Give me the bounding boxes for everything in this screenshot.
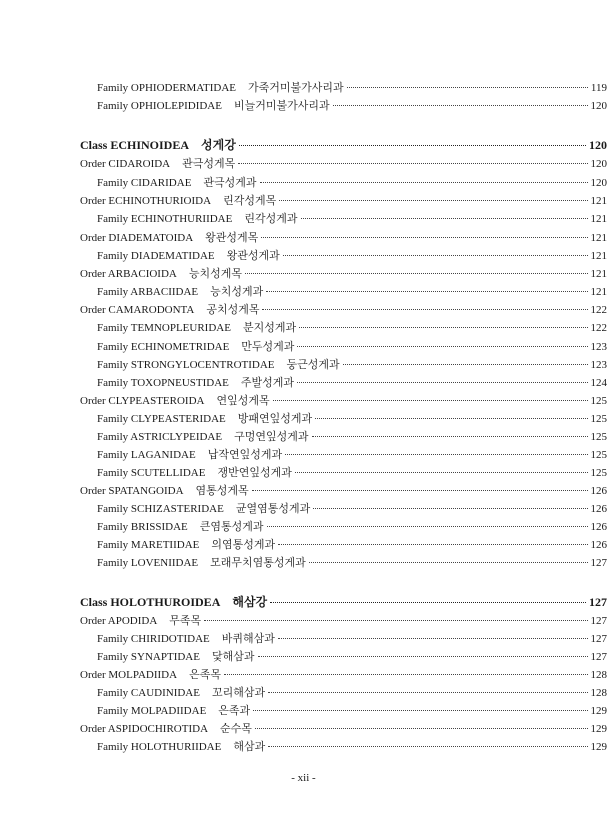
taxon-name: Order APODIDA (80, 615, 158, 627)
page-ref: 125 (590, 413, 607, 425)
dot-leader (239, 145, 586, 146)
toc-entry-title (97, 97, 330, 113)
page-ref: 125 (590, 449, 607, 461)
page-ref: 121 (590, 250, 607, 262)
taxon-name: Order ARBACIOIDA (80, 268, 177, 280)
dot-leader (278, 544, 587, 545)
page-ref: 121 (590, 195, 607, 207)
dot-leader (266, 291, 587, 292)
toc-entry-title (97, 738, 265, 754)
page-ref: 126 (590, 503, 607, 515)
korean-name: 은족목 (189, 669, 221, 681)
dot-leader (285, 454, 587, 455)
toc-entry-family[interactable] (0, 464, 607, 480)
dot-leader (279, 200, 587, 201)
toc-entry-family[interactable] (0, 518, 607, 534)
taxon-name: Family SCUTELLIDAE (97, 467, 206, 479)
page-ref: 122 (590, 322, 607, 334)
toc-entry-class[interactable] (0, 136, 607, 152)
korean-name: 방패연잎성게과 (237, 413, 313, 425)
korean-name: 분지성게과 (242, 322, 297, 334)
taxon-name: Class HOLOTHUROIDEA (80, 595, 221, 609)
toc-entry-family[interactable] (0, 702, 607, 718)
taxon-name: Family BRISSIDAE (97, 521, 188, 533)
korean-name: 해삼과 (233, 741, 266, 753)
toc-entry-title (97, 702, 250, 718)
toc-entry-title (97, 446, 282, 462)
page-ref: 127 (590, 615, 607, 627)
page-ref: 122 (590, 304, 607, 316)
toc-entry-order[interactable] (0, 155, 607, 171)
korean-name: 큰염통성게과 (199, 521, 264, 533)
dot-leader (313, 508, 587, 509)
toc-entry-title (80, 666, 221, 682)
korean-name: 순수목 (220, 723, 252, 735)
toc-entry-family[interactable] (0, 210, 607, 226)
page-ref: 128 (590, 687, 607, 699)
page-ref: 126 (590, 485, 607, 497)
toc-entry-title (97, 428, 309, 444)
toc-entry-family[interactable] (0, 500, 607, 516)
korean-name: 린각성게과 (244, 213, 298, 225)
toc-entry-title (97, 79, 344, 95)
page-ref: 127 (590, 557, 607, 569)
korean-name: 린각성게목 (223, 195, 277, 207)
taxon-name: Order ECHINOTHURIOIDA (80, 195, 212, 207)
toc-entry-family[interactable] (0, 174, 607, 190)
dot-leader (343, 364, 588, 365)
toc-entry-title (80, 155, 235, 171)
korean-name: 관극성게과 (203, 177, 257, 189)
toc-entry-family[interactable] (0, 630, 607, 646)
korean-name: 의염통성게과 (211, 539, 276, 551)
toc-entry-title (97, 518, 264, 534)
taxon-name: Family CAUDINIDAE (97, 687, 200, 699)
page-ref: 123 (590, 341, 607, 353)
toc-entry-family[interactable] (0, 338, 607, 354)
toc-entry-title (80, 192, 276, 208)
page-ref: 121 (590, 213, 607, 225)
page-number: - xii - (291, 772, 316, 784)
toc-entry-family[interactable] (0, 356, 607, 372)
page-ref: 123 (590, 359, 607, 371)
korean-name: 비늘거미불가사리과 (233, 100, 330, 112)
toc-entry-family[interactable] (0, 79, 607, 95)
toc-entry-title (80, 720, 252, 736)
toc-entry-family[interactable] (0, 738, 607, 754)
taxon-name: Family CLYPEASTERIDAE (97, 413, 226, 425)
dot-leader (333, 105, 588, 106)
dot-leader (301, 218, 588, 219)
toc-entry-title (97, 536, 275, 552)
toc-entry-title (80, 593, 267, 610)
toc-entry-title (97, 174, 257, 190)
page-ref: 120 (590, 158, 607, 170)
toc-entry-family[interactable] (0, 97, 607, 113)
toc-entry-order[interactable] (0, 229, 607, 245)
page-ref: 124 (590, 377, 607, 389)
taxon-name: Family ECHINOTHURIIDAE (97, 213, 233, 225)
taxon-name: Class ECHINOIDEA (80, 138, 190, 152)
toc-entry-title (97, 319, 296, 335)
korean-name: 가죽거미불가사리과 (248, 82, 344, 94)
dot-leader (261, 237, 587, 238)
taxon-name: Family ECHINOMETRIDAE (97, 341, 230, 353)
dot-leader (309, 562, 588, 563)
page-ref: 129 (590, 741, 607, 753)
taxon-name: Family DIADEMATIDAE (97, 250, 215, 262)
toc-entry-title (97, 684, 265, 700)
toc-entry-title (80, 392, 270, 408)
taxon-name: Family LOVENIIDAE (97, 557, 199, 569)
toc-entry-order[interactable] (0, 482, 607, 498)
page-ref: 129 (590, 705, 607, 717)
page-ref: 129 (590, 723, 607, 735)
dot-leader (224, 674, 588, 675)
toc-entry-family[interactable] (0, 247, 607, 263)
taxon-name: Family TEMNOPLEURIDAE (97, 322, 231, 334)
toc-entry-family[interactable] (0, 428, 607, 444)
taxon-name: Family TOXOPNEUSTIDAE (97, 377, 229, 389)
toc-entry-order[interactable] (0, 666, 607, 682)
toc-entry-title (97, 630, 275, 646)
toc-entry-order[interactable] (0, 720, 607, 736)
dot-leader (268, 692, 587, 693)
dot-leader (312, 436, 588, 437)
dot-leader (297, 346, 587, 347)
taxon-name: Family ARBACIIDAE (97, 286, 199, 298)
toc-entry-title (80, 229, 258, 245)
taxon-name: Order CLYPEASTEROIDA (80, 395, 205, 407)
korean-name: 해삼강 (232, 595, 268, 609)
korean-name: 관극성게목 (182, 158, 236, 170)
taxon-name: Order DIADEMATOIDA (80, 232, 194, 244)
toc-entry-title (80, 265, 242, 281)
toc-entry-order[interactable] (0, 265, 607, 281)
toc-entry-title (97, 374, 294, 390)
dot-leader (295, 472, 588, 473)
korean-name: 능치성게과 (210, 286, 264, 298)
dot-leader (267, 526, 588, 527)
dot-leader (204, 620, 587, 621)
taxon-name: Family CHIRIDOTIDAE (97, 633, 210, 645)
taxon-name: Order MOLPADIIDA (80, 669, 178, 681)
dot-leader (268, 746, 587, 747)
toc-entry-title (97, 554, 306, 570)
dot-leader (315, 418, 587, 419)
page-ref: 121 (590, 286, 607, 298)
dot-leader (278, 638, 588, 639)
korean-name: 염통성게목 (195, 485, 249, 497)
dot-leader (260, 182, 588, 183)
korean-name: 닻해삼과 (211, 651, 255, 663)
taxon-name: Family HOLOTHURIIDAE (97, 741, 222, 753)
toc-entry-title (97, 283, 263, 299)
dot-leader (255, 728, 588, 729)
korean-name: 은족과 (218, 705, 251, 717)
toc-entry-family[interactable] (0, 374, 607, 390)
korean-name: 연잎성게목 (216, 395, 270, 407)
taxon-name: Family OPHIOLEPIDIDAE (97, 100, 222, 112)
korean-name: 주발성게과 (240, 377, 295, 389)
page-ref: 125 (590, 431, 607, 443)
taxon-name: Family CIDARIDAE (97, 177, 192, 189)
dot-leader (273, 400, 588, 401)
page-ref: 126 (590, 521, 607, 533)
taxon-name: Family ASTRICLYPEIDAE (97, 431, 223, 443)
korean-name: 성게강 (201, 138, 236, 152)
toc-entry-class[interactable] (0, 593, 607, 609)
toc-entry-order[interactable] (0, 392, 607, 408)
page-ref: 126 (590, 539, 607, 551)
page-ref: 120 (590, 100, 607, 112)
korean-name: 바퀴해삼과 (221, 633, 275, 645)
toc-entry-title (80, 612, 201, 628)
dot-leader (252, 490, 588, 491)
dot-leader (262, 309, 587, 310)
toc-entry-family[interactable] (0, 536, 607, 552)
page-ref: 120 (590, 177, 607, 189)
taxon-name: Family MOLPADIIDAE (97, 705, 207, 717)
page-ref: 127 (590, 633, 607, 645)
dot-leader (299, 327, 587, 328)
dot-leader (245, 273, 588, 274)
korean-name: 쟁반연잎성게과 (217, 467, 292, 479)
korean-name: 균열염통성게과 (235, 503, 311, 515)
toc-entry-family[interactable] (0, 446, 607, 462)
taxon-name: Family OPHIODERMATIDAE (97, 82, 237, 94)
dot-leader (238, 163, 587, 164)
dot-leader (283, 255, 588, 256)
dot-leader (297, 382, 587, 383)
dot-leader (270, 602, 586, 603)
page-ref: 127 (589, 595, 607, 609)
toc-entry-title (80, 301, 259, 317)
taxon-name: Order ASPIDOCHIROTIDA (80, 723, 209, 735)
toc-entry-family[interactable] (0, 684, 607, 700)
page-ref: 121 (590, 268, 607, 280)
korean-name: 공치성게목 (206, 304, 260, 316)
korean-name: 둥근성게과 (286, 359, 340, 371)
toc-entry-family[interactable] (0, 283, 607, 299)
korean-name: 모래무치염통성게과 (210, 557, 306, 569)
dot-leader (258, 656, 588, 657)
toc-entry-order[interactable] (0, 192, 607, 208)
page-ref: 125 (590, 467, 607, 479)
korean-name: 무족목 (169, 615, 202, 627)
taxon-name: Order CIDAROIDA (80, 158, 171, 170)
korean-name: 왕관성게목 (205, 232, 259, 244)
korean-name: 구멍연잎성게과 (234, 431, 309, 443)
korean-name: 왕관성게과 (226, 250, 280, 262)
taxon-name: Family MARETIIDAE (97, 539, 200, 551)
toc-entry-family[interactable] (0, 554, 607, 570)
korean-name: 납작연잎성게과 (207, 449, 283, 461)
page-ref: 125 (590, 395, 607, 407)
dot-leader (347, 87, 588, 88)
korean-name: 꼬리해삼과 (211, 687, 266, 699)
toc-entry-family[interactable] (0, 319, 607, 335)
toc-entry-title (97, 464, 292, 480)
toc-entry-title (97, 356, 340, 372)
korean-name: 능치성게목 (188, 268, 242, 280)
toc-entry-title (80, 482, 249, 498)
toc-entry-order[interactable] (0, 301, 607, 317)
page-ref: 119 (590, 82, 607, 94)
page-ref: 128 (590, 669, 607, 681)
page-ref: 120 (589, 138, 607, 152)
toc-entry-title (97, 410, 312, 426)
toc-entry-title (97, 247, 280, 263)
page-ref: 127 (590, 651, 607, 663)
toc-entry-order[interactable] (0, 612, 607, 628)
toc-entry-title (97, 210, 298, 226)
taxon-name: Order CAMARODONTA (80, 304, 195, 316)
toc-entry-title (97, 500, 310, 516)
toc-entry-title (97, 338, 294, 354)
taxon-name: Family STRONGYLOCENTROTIDAE (97, 359, 275, 371)
taxon-name: Family LAGANIDAE (97, 449, 196, 461)
taxon-name: Family SYNAPTIDAE (97, 651, 200, 663)
taxon-name: Family SCHIZASTERIDAE (97, 503, 224, 515)
toc-entry-title (97, 648, 255, 664)
page-ref: 121 (590, 232, 607, 244)
korean-name: 만두성게과 (241, 341, 295, 353)
toc-entry-title (80, 136, 236, 153)
toc-entry-family[interactable] (0, 648, 607, 664)
toc-entry-family[interactable] (0, 410, 607, 426)
dot-leader (253, 710, 587, 711)
taxon-name: Order SPATANGOIDA (80, 485, 184, 497)
